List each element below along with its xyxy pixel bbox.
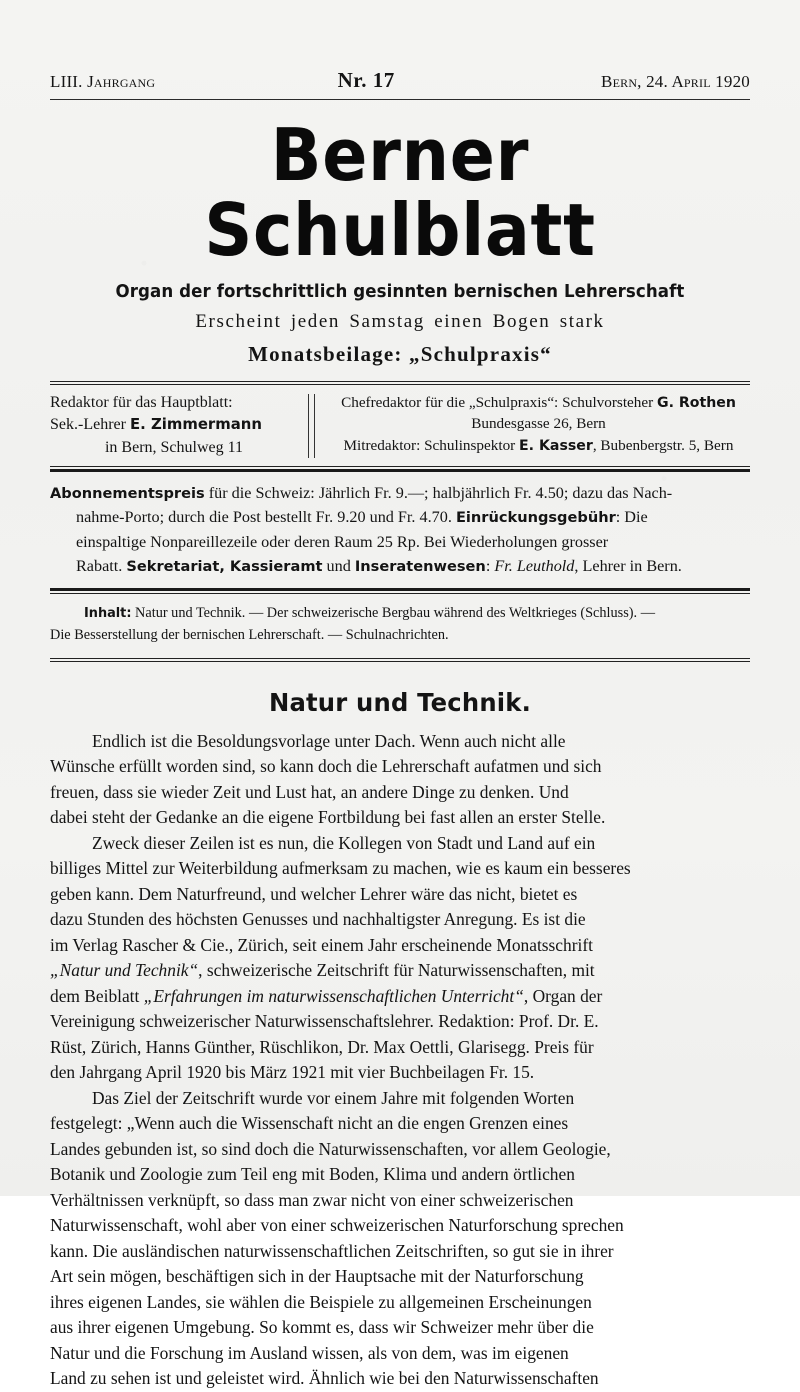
paragraph-line: ihres eigenen Landes, sie wählen die Beispiele zu allgemeinen Erscheinungen [50,1291,592,1312]
article-paragraph-2 [50,831,750,1086]
editor-chief-prefix: Chefredaktor für die „Schulpraxis“: Schulvorsteher [341,393,657,411]
subtitle-organ: Organ der fortschrittlich gesinnten bernischen Lehrerschaft [115,281,685,302]
subscription-line-4-mid: und [322,556,355,575]
subtitle-frequency: Erscheint jeden Samstag einen Bogen stark [195,310,605,332]
editor-box-divider [308,394,315,458]
editor-chief-name: G. Rothen [656,394,736,411]
issue-number: Nr. 17 [337,68,395,92]
paragraph-line: dabei steht der Gedanke an die eigene Fortbildung bei fast allen an erster Stelle. [50,807,606,828]
contents-block [50,603,750,646]
subscription-line-2-rest: nahme-Porto; durch die Post bestellt Fr. 9.20 und Fr. 4.70. [76,508,456,527]
subscription-line-1-rest: für die Schweiz: Jährlich Fr. 9.—; halbjährlich Fr. 4.50; dazu das Nach- [204,483,673,502]
subscription-line-4-head: Rabatt. [76,556,127,575]
editor-main-name-line [50,414,298,437]
editor-column-main [50,392,308,460]
contents-label: Inhalt: [84,606,132,622]
editor-co-prefix: Mitredaktor: Schulinspektor [343,436,520,454]
subtitle-supplement: Monatsbeilage: „Schulpraxis“ [248,341,552,366]
paragraph-line: Endlich ist die Besoldungsvorlage unter Dach. Wenn auch nicht alle [92,730,566,751]
article-paragraph-3 [50,1086,750,1392]
place-date: Bern, 24. April 1920 [601,72,750,91]
paragraph-line: Verhältnissen verknüpft, so dass man zwar nicht von einer schweizerischen [50,1189,574,1210]
editor-column-supplement [315,392,750,460]
contents-line-2: Die Besserstellung der bernischen Lehrerschaft. — Schulnachrichten. [50,626,449,643]
paragraph-line [50,958,750,984]
paragraph-line: freuen, dass sie wieder Zeit und Lust hat, an andere Dinge zu denken. Und [50,781,569,802]
subscription-fee-label: Einrückungsgebühr [455,509,616,527]
volume-label: LIII. Jahrgang [50,72,156,91]
editor-main-address: in Bern, Schulweg 11 [104,439,244,457]
paragraph-line: Landes gebunden ist, so sind doch die Naturwissenschaften, vor allem Geologie, [50,1138,611,1159]
masthead-topline [50,0,750,93]
paragraph-line: Naturwissenschaft, wohl aber von einer schweizerischen Naturforschung sprechen [50,1215,624,1236]
paragraph-line: Botanik und Zoologie zum Teil eng mit Boden, Klima und andern örtlichen [50,1164,575,1185]
editor-box [50,392,750,460]
editor-main-name: E. Zimmermann [129,415,262,434]
subscription-line-2-tail: : Die [615,508,648,527]
paragraph-line-head: dem Beiblatt [50,985,144,1006]
paragraph-line: Land zu sehen ist und geleistet wird. Ähnlich wie bei den Naturwissenschaften [50,1368,599,1389]
editor-main-role: Redaktor für das Hauptblatt: [50,393,233,411]
article-title: Natur und Technik. [268,687,532,717]
page-inner [50,0,750,1392]
page-title: Berner Schulblatt [204,113,596,272]
rule-above-editorbox [50,381,750,385]
paragraph-line: Zweck dieser Zeilen ist es nun, die Kollegen von Stadt und Land auf ein [92,832,596,853]
paragraph-line-rest: , Organ der [523,985,603,1006]
paragraph-line: Art sein mögen, beschäftigen sich in der Hauptsache mit der Naturforschung [50,1266,584,1287]
subscription-line-3: einspaltige Nonpareillezeile oder deren Raum 25 Rp. Bei Wiederholungen grosser [76,532,609,551]
paragraph-line: billiges Mittel zur Weiterbildung aufmerksam zu machen, wie es kaum ein besseres [50,858,631,879]
subscription-block [50,481,750,578]
masthead-rule [50,99,750,100]
journal-title-natur-und-technik: „Natur und Technik“ [50,960,199,981]
subscription-line-1 [50,481,750,505]
paragraph-line: festgelegt: „Wenn auch die Wissenschaft nicht an die engen Grenzen eines [50,1113,569,1134]
subscription-line-4-colon: : [485,556,495,575]
subscription-contact-name: Fr. Leuthold [494,556,575,575]
rule-below-contents [50,658,750,662]
contents-line-1-rest: Natur und Technik. — Der schweizerische Bergbau während des Weltkrieges (Schluss). — [131,605,655,622]
paragraph-line: Natur und die Forschung im Ausland wissen, als von dem, was im eigenen [50,1342,569,1363]
paragraph-line: den Jahrgang April 1920 bis März 1921 mit vier Buchbeilagen Fr. 15. [50,1062,535,1083]
article-paragraph-1 [50,729,750,831]
article-body [50,729,750,1392]
editor-chief-address: Bundesgasse 26, Bern [471,415,606,433]
editor-main-prefix: Sek.-Lehrer [50,416,130,434]
paragraph-line: geben kann. Dem Naturfreund, und welcher Lehrer wäre das nicht, bietet es [50,883,578,904]
paragraph-line: dazu Stunden des höchsten Genusses und nachhaltigster Anregung. Es ist die [50,909,586,930]
paragraph-line: Rüst, Zürich, Hanns Günther, Rüschlikon, Dr. Max Oettli, Glarisegg. Preis für [50,1036,594,1057]
subscription-secretariat-label: Sekretariat, Kassieramt [126,557,323,575]
editor-co-line [327,435,750,457]
editor-co-name: E. Kasser [519,437,593,454]
rule-above-contents [50,588,750,594]
subscription-line-4-tail: , Lehrer in Bern. [574,556,682,575]
paragraph-line: Das Ziel der Zeitschrift wurde vor einem Jahre mit folgenden Worten [92,1087,575,1108]
paragraph-line: Wünsche erfüllt worden sind, so kann doch die Lehrerschaft aufatmen und sich [50,756,602,777]
subscription-ads-label: Inseratenwesen [354,557,486,575]
journal-title-erfahrungen: „Erfahrungen im naturwissenschaftlichen Unterricht“ [143,985,524,1006]
editor-chief-line [327,392,750,414]
contents-line-1 [50,603,750,624]
subscription-line-2 [50,505,750,529]
editor-co-address: , Bubenbergstr. 5, Bern [592,436,734,454]
paragraph-line: kann. Die ausländischen naturwissenschaftlichen Zeitschriften, so gut sie in ihrer [50,1240,614,1261]
rule-below-editorbox [50,466,750,472]
paragraph-line: im Verlag Rascher & Cie., Zürich, seit einem Jahr erscheinende Monatsschrift [50,934,593,955]
subscription-line-4 [50,554,750,578]
paragraph-line: Vereinigung schweizerischer Naturwissenschaftslehrer. Redaktion: Prof. Dr. E. [50,1011,599,1032]
paragraph-line-rest: , schweizerische Zeitschrift für Naturwissenschaften, mit [198,960,595,981]
paragraph-line [50,984,750,1010]
subscription-price-label: Abonnementspreis [50,484,205,502]
paragraph-line: aus ihrer eigenen Umgebung. So kommt es, dass wir Schweizer mehr über die [50,1317,594,1338]
